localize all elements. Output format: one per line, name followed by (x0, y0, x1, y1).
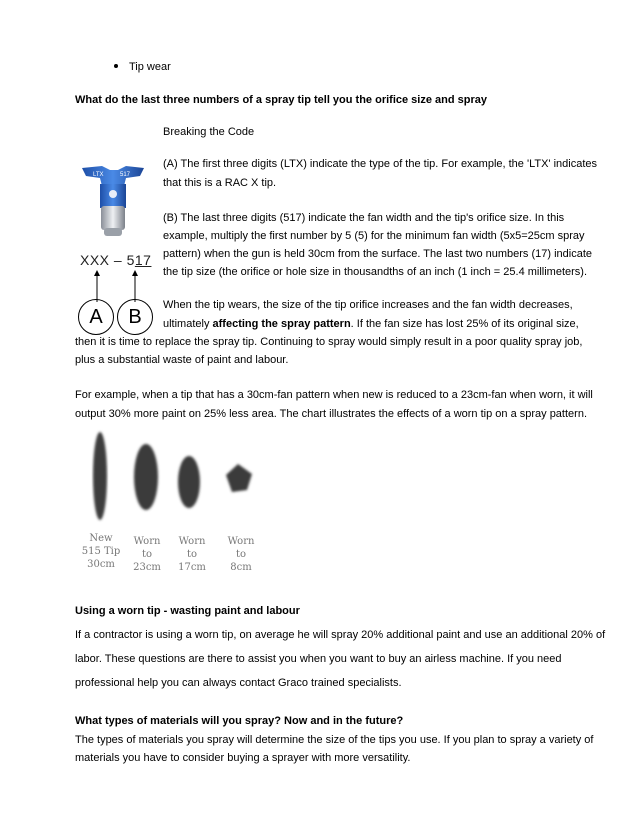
pattern-label-17cm: Worn to 17cm (178, 536, 206, 573)
pattern-17cm-shape (178, 456, 200, 508)
section-heading-code: What do the last three numbers of a spray tip tell you the orifice size and spray (75, 94, 487, 106)
pattern-label-new: New 515 Tip 30cm (81, 533, 121, 570)
section-heading-materials: What types of materials will you spray? Now and in the future? (75, 715, 404, 727)
materials-line-2: materials you have to consider buying a sprayer with more versatility. (75, 752, 411, 764)
bullet-text: Tip wear (129, 61, 171, 73)
code-b-line-2: example, multiply the first number by 5 (5) for the minimum fan width (5x5=25cm spray (163, 230, 585, 242)
pattern-new-shape (93, 432, 107, 520)
wear-line-1: When the tip wears, the size of the tip orifice increases and the fan width decreases, (163, 299, 573, 311)
circle-a-label: A (78, 299, 114, 335)
spray-pattern-chart (80, 428, 270, 528)
code-b-line-1: (B) The last three digits (517) indicate the fan width and the tip's orifice size. In this (163, 212, 565, 224)
bullet-dot (114, 64, 118, 68)
code-a-line-1: (A) The first three digits (LTX) indicate the type of the tip. For example, the 'LTX' indicates (163, 158, 598, 170)
wear-line-2: ultimately affecting the spray pattern. If the fan size has lost 25% of its original size, (163, 318, 579, 330)
worn-line-2: labor. These questions are there to assist you when you want to buy an airless machine. If you need (75, 653, 562, 665)
worn-line-3: professional help you can always contact Graco trained specialists. (75, 677, 402, 689)
circle-b-label: B (117, 299, 153, 335)
wear-line-3: then it is time to replace the spray tip. Continuing to spray would simply result in a poor quality spray job, (75, 336, 583, 348)
materials-line-1: The types of materials you spray will determine the size of the tips you use. If you plan to spray a variety of (75, 734, 594, 746)
code-b-line-3: pattern) when the gun is held 30cm from the surface. The last two numbers (17) indicate (163, 248, 593, 260)
example-line-1: For example, when a tip that has a 30cm-fan pattern when new is reduced to a 23cm-fan when worn, it will (75, 389, 593, 401)
worn-line-1: If a contractor is using a worn tip, on average he will spray 20% additional paint and use an additional 20% of (75, 629, 606, 641)
tip-number-label: 517 (120, 172, 131, 178)
code-title: Breaking the Code (163, 126, 255, 138)
tip-code-diagram: XXX – 517 (80, 252, 152, 268)
section-heading-worn: Using a worn tip - wasting paint and labour (75, 605, 300, 617)
code-b-line-4: the tip size (the orifice or hole size in thousandths of an inch (1 inch = 25.4 millimeters). (163, 266, 588, 278)
wear-emphasis: affecting the spray pattern (212, 318, 351, 330)
example-line-2: output 30% more paint on 25% less area. The chart illustrates the effects of a worn tip on a spray pattern. (75, 408, 587, 420)
code-a-line-2: that this is a RAC X tip. (163, 177, 277, 189)
tip-type-label: LTX (93, 172, 104, 178)
pattern-23cm-shape (134, 444, 158, 510)
pattern-label-8cm: Worn to 8cm (227, 536, 255, 573)
wear-line-4: plus a substantial waste of paint and labour. (75, 354, 289, 366)
pattern-8cm-shape (226, 464, 252, 492)
spray-tip-image (80, 158, 146, 240)
pattern-label-23cm: Worn to 23cm (133, 536, 161, 573)
